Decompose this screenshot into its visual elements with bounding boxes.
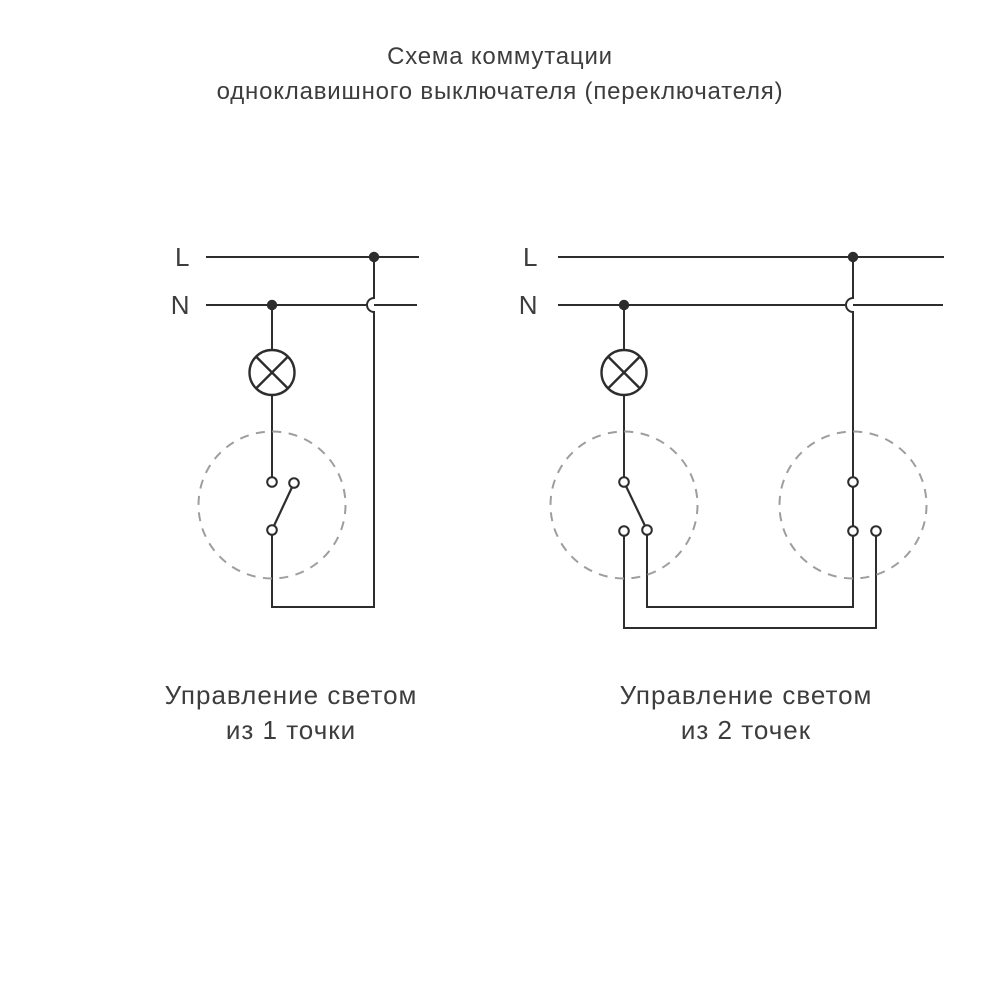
diagram-caption-line2: из 1 точки [225, 715, 357, 745]
junction-dot [267, 300, 277, 310]
lamp-icon [602, 350, 647, 395]
neutral-label: N [518, 290, 538, 320]
lamp-icon [250, 350, 295, 395]
page-title-line1: Схема коммутации [387, 43, 613, 70]
diagram-caption-line1: Управление светом [164, 680, 418, 710]
switch-terminal [619, 477, 629, 487]
single-switch-icon [267, 477, 299, 535]
diagram-single-point [165, 242, 419, 745]
diagram-caption-line2: из 2 точек [680, 715, 812, 745]
switch-terminal [267, 525, 277, 535]
switch-terminal [619, 526, 629, 536]
diagram-caption-line1: Управление светом [619, 680, 873, 710]
switch-terminal [848, 526, 858, 536]
switch-lever [624, 482, 647, 530]
page-title-line2: одноклавишного выключателя (переключателя) [216, 78, 784, 105]
junction-dot [369, 252, 379, 262]
neutral-label: N [170, 290, 190, 320]
diagram-two-point [519, 242, 944, 745]
outer-traveller-wire [624, 531, 876, 628]
switch-terminal [289, 478, 299, 488]
switch-terminal [871, 526, 881, 536]
switch-lever [272, 483, 294, 530]
switch-terminal [267, 477, 277, 487]
phase-label: L [175, 242, 190, 272]
switch-terminal [642, 525, 652, 535]
switch-terminal [848, 477, 858, 487]
two-way-switch-left-icon [619, 477, 652, 536]
junction-dot [848, 252, 858, 262]
switched-live-wire-with-hop [272, 257, 374, 607]
junction-dot [619, 300, 629, 310]
phase-label: L [523, 242, 538, 272]
